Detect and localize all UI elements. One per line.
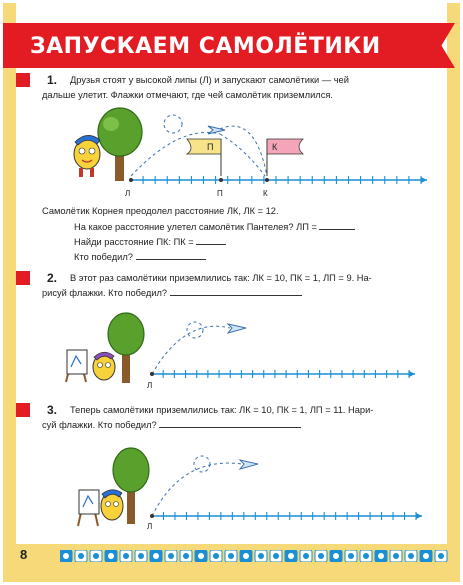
task1-illustration bbox=[45, 104, 440, 201]
pattern-dot bbox=[93, 553, 99, 559]
number-line bbox=[129, 176, 427, 184]
task2-text-line1: В этот раз самолётики приземлились так: ЛК = 10, ПК = 1, ЛП = 9. На- bbox=[70, 273, 372, 283]
pattern-dot bbox=[228, 553, 234, 559]
flight-path bbox=[152, 326, 230, 374]
pattern-dot bbox=[288, 553, 294, 559]
task1-question-1: На какое расстояние улетел самолётик Пантелея? ЛП = bbox=[74, 221, 355, 232]
pattern-dot bbox=[63, 553, 69, 559]
task3-text-line2: суй флажки. Кто победил? bbox=[42, 418, 301, 433]
pattern-dot bbox=[258, 553, 264, 559]
flag-P-label: П bbox=[207, 142, 214, 152]
task1-question-3: Кто победил? bbox=[74, 251, 206, 262]
child-character-icon bbox=[93, 352, 115, 380]
pattern-dot bbox=[423, 553, 429, 559]
answer-blank-LP[interactable] bbox=[319, 221, 355, 230]
pattern-dot bbox=[198, 553, 204, 559]
pattern-dot bbox=[108, 553, 114, 559]
flag-K-label: К bbox=[272, 142, 278, 152]
decorative-pattern-strip bbox=[60, 550, 450, 562]
task2-number: 2. bbox=[30, 269, 60, 287]
flag-P-icon bbox=[187, 139, 221, 176]
pattern-dot bbox=[138, 553, 144, 559]
child-character-icon bbox=[101, 490, 123, 520]
task1-question-2: Найди расстояние ПК: ПК = bbox=[74, 236, 226, 247]
pattern-dot bbox=[378, 553, 384, 559]
pattern-dot bbox=[123, 553, 129, 559]
answer-blank-PK[interactable] bbox=[196, 236, 226, 245]
flight-path bbox=[152, 463, 242, 516]
pattern-dot bbox=[348, 553, 354, 559]
task3-illustration bbox=[72, 446, 432, 531]
pattern-dot bbox=[168, 553, 174, 559]
marker-K: К bbox=[263, 189, 268, 198]
pattern-dot bbox=[393, 553, 399, 559]
pattern-dot bbox=[183, 553, 189, 559]
easel-icon bbox=[66, 350, 87, 382]
task3-number: 3. bbox=[30, 401, 60, 419]
flight-path-2 bbox=[220, 126, 267, 176]
pattern-dot bbox=[273, 553, 279, 559]
marker-L: Л bbox=[125, 189, 131, 198]
task1-number: 1. bbox=[30, 71, 60, 89]
flag-K-icon bbox=[267, 139, 303, 176]
pattern-dot bbox=[363, 553, 369, 559]
pattern-dot bbox=[213, 553, 219, 559]
page-number: 8 bbox=[20, 547, 28, 562]
paper-plane-icon bbox=[240, 460, 258, 469]
paper-plane-icon bbox=[208, 126, 225, 134]
pattern-dot bbox=[243, 553, 249, 559]
pattern-dot bbox=[318, 553, 324, 559]
answer-blank-winner-3[interactable] bbox=[159, 419, 301, 428]
answer-blank-winner-1[interactable] bbox=[136, 251, 206, 260]
pattern-dot bbox=[78, 553, 84, 559]
marker-L: Л bbox=[147, 522, 153, 531]
paper-plane-icon bbox=[228, 324, 246, 333]
pattern-dot bbox=[333, 553, 339, 559]
task1-intro: Самолётик Корнея преодолел расстояние ЛК, ЛК = 12. bbox=[42, 206, 279, 216]
number-line bbox=[150, 370, 415, 378]
page-title: ЗАПУСКАЕМ САМОЛЁТИКИ bbox=[30, 34, 381, 59]
pattern-dot bbox=[408, 553, 414, 559]
task1-text-line2: дальше улетит. Флажки отмечают, где чей самолётик приземлился. bbox=[42, 90, 333, 100]
pattern-dot bbox=[153, 553, 159, 559]
task3-text-line1: Теперь самолётики приземлились так: ЛК = 10, ПК = 1, ЛП = 11. Нари- bbox=[70, 405, 374, 415]
pattern-dot bbox=[303, 553, 309, 559]
marker-P: П bbox=[217, 189, 223, 198]
marker-L: Л bbox=[147, 381, 153, 390]
arrow-icon bbox=[416, 513, 422, 519]
arrow-icon bbox=[421, 177, 427, 183]
task2-text-line2: рисуй флажки. Кто победил? bbox=[42, 286, 302, 301]
easel-icon bbox=[78, 490, 99, 526]
pattern-dot bbox=[438, 553, 444, 559]
tree-icon bbox=[98, 108, 142, 181]
number-line bbox=[150, 512, 422, 520]
answer-blank-winner-2[interactable] bbox=[170, 287, 302, 296]
task1-text-line1: Друзья стоят у высокой липы (Л) и запускают самолётики — чей bbox=[70, 75, 349, 85]
child-character-icon bbox=[74, 135, 100, 177]
arrow-icon bbox=[409, 371, 415, 377]
task2-illustration bbox=[60, 312, 425, 392]
